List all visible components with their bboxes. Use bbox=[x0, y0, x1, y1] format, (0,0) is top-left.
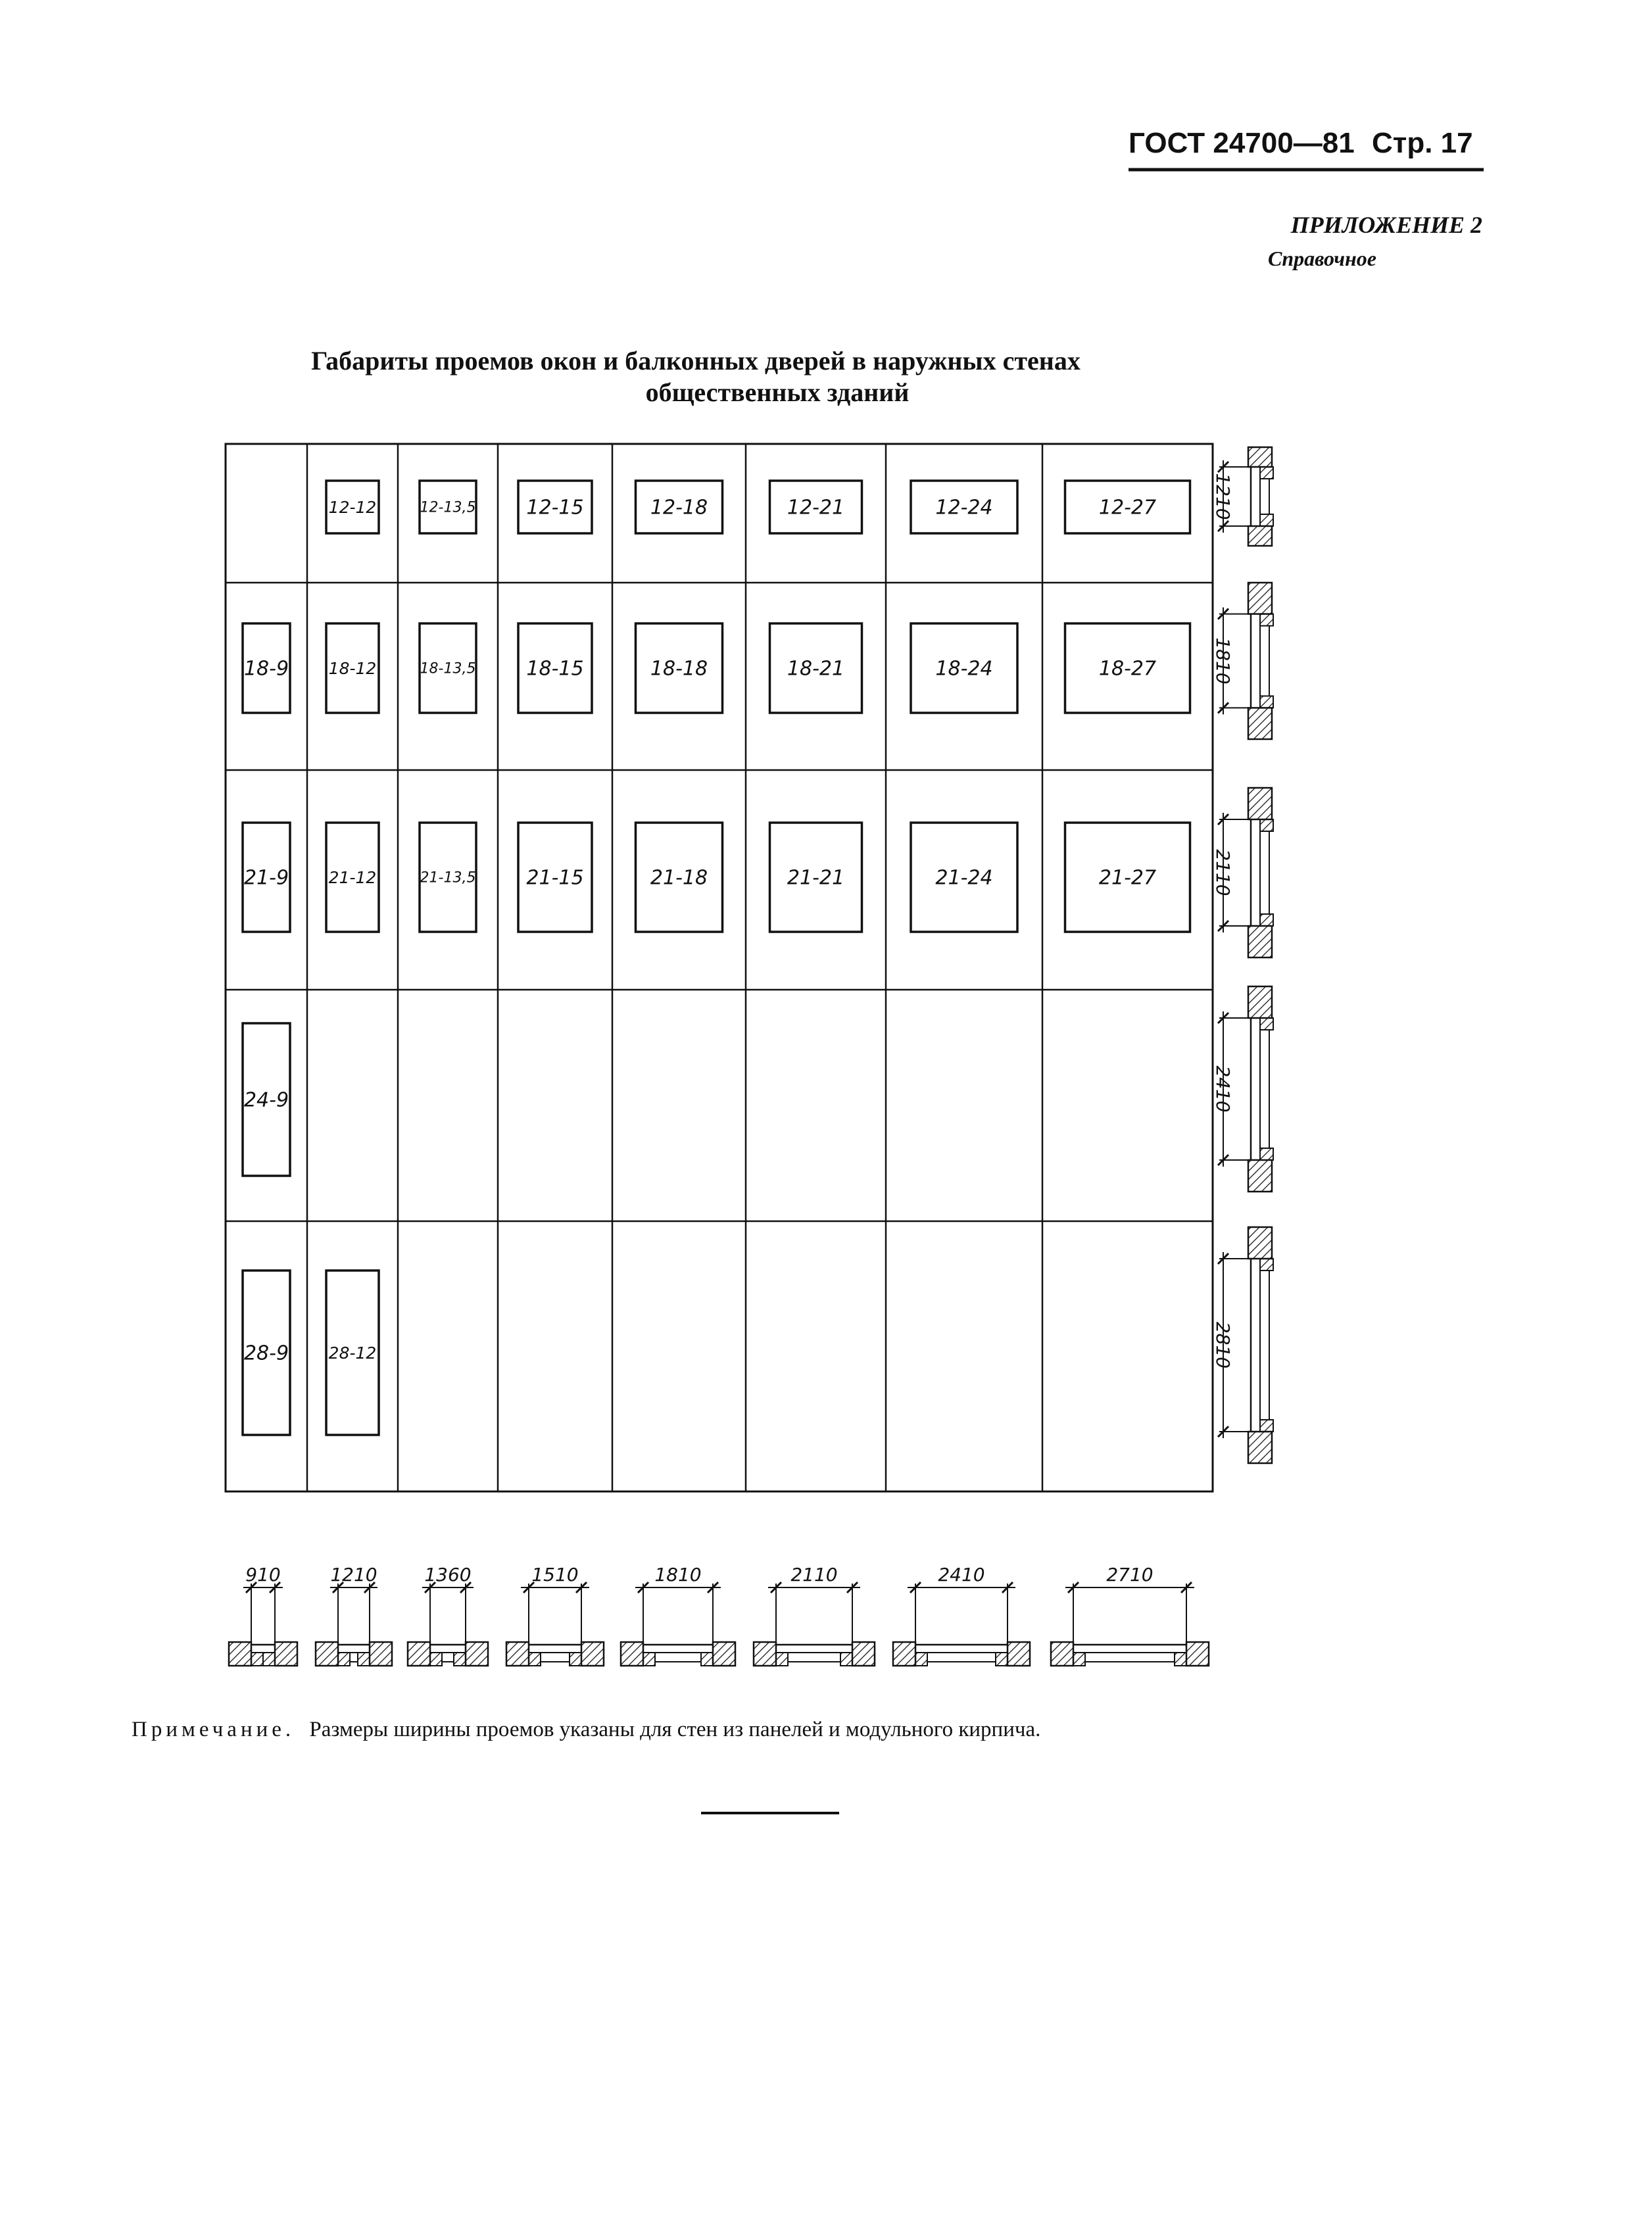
quarter-right bbox=[263, 1653, 275, 1666]
height-section bbox=[1212, 447, 1273, 546]
opening-cell bbox=[911, 481, 1017, 533]
quarter-bottom bbox=[1260, 914, 1273, 926]
appendix-subtitle: Справочное bbox=[1268, 247, 1376, 270]
opening-label: 12-18 bbox=[650, 496, 708, 520]
opening-label: 12-21 bbox=[787, 496, 845, 520]
quarter-top bbox=[1260, 1259, 1273, 1271]
wall-block-right bbox=[275, 1642, 297, 1666]
width-section bbox=[316, 1564, 392, 1666]
wall-block-right bbox=[370, 1642, 392, 1666]
width-section bbox=[229, 1564, 297, 1666]
height-section bbox=[1212, 986, 1273, 1192]
opening-label: 18-13,5 bbox=[420, 660, 476, 677]
opening-label: 12-24 bbox=[935, 496, 993, 520]
opening-cell bbox=[636, 481, 723, 533]
wall-block-bottom bbox=[1248, 926, 1272, 957]
wall-block-top bbox=[1248, 447, 1272, 467]
appendix-title: ПРИЛОЖЕНИЕ 2 bbox=[1290, 212, 1482, 238]
opening-cell bbox=[770, 481, 862, 533]
opening-label: 12-12 bbox=[328, 497, 377, 517]
quarter-top bbox=[1260, 467, 1273, 479]
opening-cell bbox=[326, 1271, 379, 1435]
opening-cell bbox=[243, 1023, 290, 1176]
wall-block-left bbox=[754, 1642, 776, 1666]
quarter-right bbox=[454, 1653, 466, 1666]
height-section bbox=[1212, 583, 1273, 739]
opening-cell bbox=[243, 623, 290, 713]
opening-cell bbox=[243, 1271, 290, 1435]
opening-label: 12-27 bbox=[1098, 496, 1157, 520]
height-section bbox=[1212, 788, 1273, 957]
wall-block-right bbox=[852, 1642, 875, 1666]
wall-block-bottom bbox=[1248, 1160, 1272, 1192]
opening-cell bbox=[420, 623, 476, 713]
opening-label: 28-12 bbox=[328, 1343, 377, 1363]
wall-block-top bbox=[1248, 788, 1272, 819]
opening-cell bbox=[636, 623, 723, 713]
width-section bbox=[754, 1564, 875, 1666]
height-sections bbox=[1212, 447, 1273, 1463]
width-section bbox=[506, 1564, 604, 1666]
opening-cell bbox=[243, 823, 290, 932]
height-dimension: 2410 bbox=[1212, 1065, 1234, 1113]
quarter-left bbox=[643, 1653, 655, 1666]
width-section bbox=[621, 1564, 735, 1666]
opening-label: 12-15 bbox=[526, 496, 584, 520]
height-dimension: 1210 bbox=[1212, 473, 1234, 520]
opening-label: 21-9 bbox=[243, 866, 289, 890]
wall-block-left bbox=[229, 1642, 251, 1666]
opening-cell bbox=[770, 823, 862, 932]
note bbox=[132, 1718, 1040, 1741]
opening-label: 24-9 bbox=[243, 1088, 289, 1112]
width-dimension: 1360 bbox=[424, 1564, 472, 1586]
wall-block-left bbox=[893, 1642, 915, 1666]
openings-grid bbox=[226, 444, 1213, 1491]
wall-block-bottom bbox=[1248, 708, 1272, 739]
opening-label: 21-15 bbox=[526, 866, 584, 890]
opening-cell bbox=[420, 823, 476, 932]
grid-frame bbox=[226, 444, 1213, 1491]
note-text: Размеры ширины проемов указаны для стен из панелей и модульного кирпича. bbox=[309, 1718, 1041, 1741]
height-dimension: 1810 bbox=[1212, 637, 1234, 685]
opening-cell bbox=[420, 481, 476, 533]
opening-label: 18-12 bbox=[328, 658, 377, 678]
wall-block-left bbox=[506, 1642, 529, 1666]
wall-block-left bbox=[621, 1642, 643, 1666]
height-dimension: 2810 bbox=[1212, 1321, 1234, 1369]
opening-cell bbox=[518, 623, 592, 713]
standard-number: ГОСТ 24700—81 bbox=[1129, 127, 1355, 159]
opening-cell bbox=[326, 481, 379, 533]
quarter-left bbox=[251, 1653, 263, 1666]
width-dimension: 1210 bbox=[330, 1564, 377, 1586]
opening-cell bbox=[636, 823, 723, 932]
width-dimension: 2710 bbox=[1106, 1564, 1154, 1586]
quarter-right bbox=[1175, 1653, 1186, 1666]
wall-block-bottom bbox=[1248, 526, 1272, 546]
opening-label: 21-21 bbox=[787, 866, 845, 890]
height-dimension: 2110 bbox=[1212, 849, 1234, 896]
quarter-left bbox=[338, 1653, 350, 1666]
opening-label: 28-9 bbox=[243, 1342, 289, 1365]
wall-block-left bbox=[316, 1642, 338, 1666]
quarter-top bbox=[1260, 614, 1273, 626]
opening-label: 21-24 bbox=[935, 866, 993, 890]
quarter-right bbox=[996, 1653, 1008, 1666]
wall-block-right bbox=[466, 1642, 488, 1666]
opening-label: 18-15 bbox=[526, 657, 584, 681]
quarter-bottom bbox=[1260, 1420, 1273, 1432]
opening-label: 21-18 bbox=[650, 866, 708, 890]
opening-label: 18-21 bbox=[787, 657, 845, 681]
quarter-top bbox=[1260, 1018, 1273, 1030]
opening-cell bbox=[1065, 481, 1190, 533]
wall-block-right bbox=[581, 1642, 604, 1666]
quarter-right bbox=[358, 1653, 370, 1666]
page-number: Стр. 17 bbox=[1372, 127, 1473, 159]
quarter-top bbox=[1260, 819, 1273, 831]
note-prefix: Примечание. bbox=[132, 1718, 295, 1741]
opening-label: 12-13,5 bbox=[420, 499, 476, 516]
wall-block-top bbox=[1248, 1227, 1272, 1259]
wall-block-left bbox=[1051, 1642, 1073, 1666]
figure-title-line-2: общественных зданий bbox=[645, 377, 910, 407]
opening-cell bbox=[326, 623, 379, 713]
quarter-right bbox=[570, 1653, 581, 1666]
wall-block-top bbox=[1248, 986, 1272, 1018]
opening-label: 21-13,5 bbox=[420, 869, 476, 886]
quarter-left bbox=[776, 1653, 788, 1666]
width-dimension: 1510 bbox=[531, 1564, 579, 1586]
quarter-right bbox=[840, 1653, 852, 1666]
opening-cell bbox=[911, 623, 1017, 713]
opening-cell bbox=[518, 481, 592, 533]
wall-block-right bbox=[713, 1642, 735, 1666]
wall-block-left bbox=[408, 1642, 430, 1666]
width-section bbox=[893, 1564, 1030, 1666]
quarter-left bbox=[1073, 1653, 1085, 1666]
width-dimension: 1810 bbox=[654, 1564, 702, 1586]
wall-block-right bbox=[1186, 1642, 1209, 1666]
opening-label: 21-12 bbox=[328, 867, 377, 887]
opening-cell bbox=[911, 823, 1017, 932]
opening-cell bbox=[518, 823, 592, 932]
width-dimension: 2410 bbox=[938, 1564, 985, 1586]
wall-block-right bbox=[1008, 1642, 1030, 1666]
quarter-left bbox=[430, 1653, 442, 1666]
opening-cell bbox=[1065, 623, 1190, 713]
figure-title-line-1: Габариты проемов окон и балконных дверей в наружных стенах bbox=[311, 346, 1081, 375]
opening-cell bbox=[326, 823, 379, 932]
width-section bbox=[408, 1564, 488, 1666]
opening-label: 18-18 bbox=[650, 657, 708, 681]
quarter-bottom bbox=[1260, 696, 1273, 708]
height-section bbox=[1212, 1227, 1273, 1463]
opening-label: 21-27 bbox=[1098, 866, 1157, 890]
opening-cell bbox=[770, 623, 862, 713]
width-dimension: 2110 bbox=[790, 1564, 838, 1586]
opening-label: 18-27 bbox=[1098, 657, 1157, 681]
width-sections bbox=[229, 1564, 1209, 1666]
quarter-left bbox=[915, 1653, 927, 1666]
quarter-left bbox=[529, 1653, 541, 1666]
width-section bbox=[1051, 1564, 1209, 1666]
opening-label: 18-9 bbox=[243, 657, 289, 681]
opening-cell bbox=[1065, 823, 1190, 932]
width-dimension: 910 bbox=[245, 1564, 281, 1586]
wall-block-top bbox=[1248, 583, 1272, 614]
opening-label: 18-24 bbox=[935, 657, 993, 681]
quarter-bottom bbox=[1260, 514, 1273, 526]
quarter-bottom bbox=[1260, 1148, 1273, 1160]
quarter-right bbox=[701, 1653, 713, 1666]
wall-block-bottom bbox=[1248, 1432, 1272, 1463]
